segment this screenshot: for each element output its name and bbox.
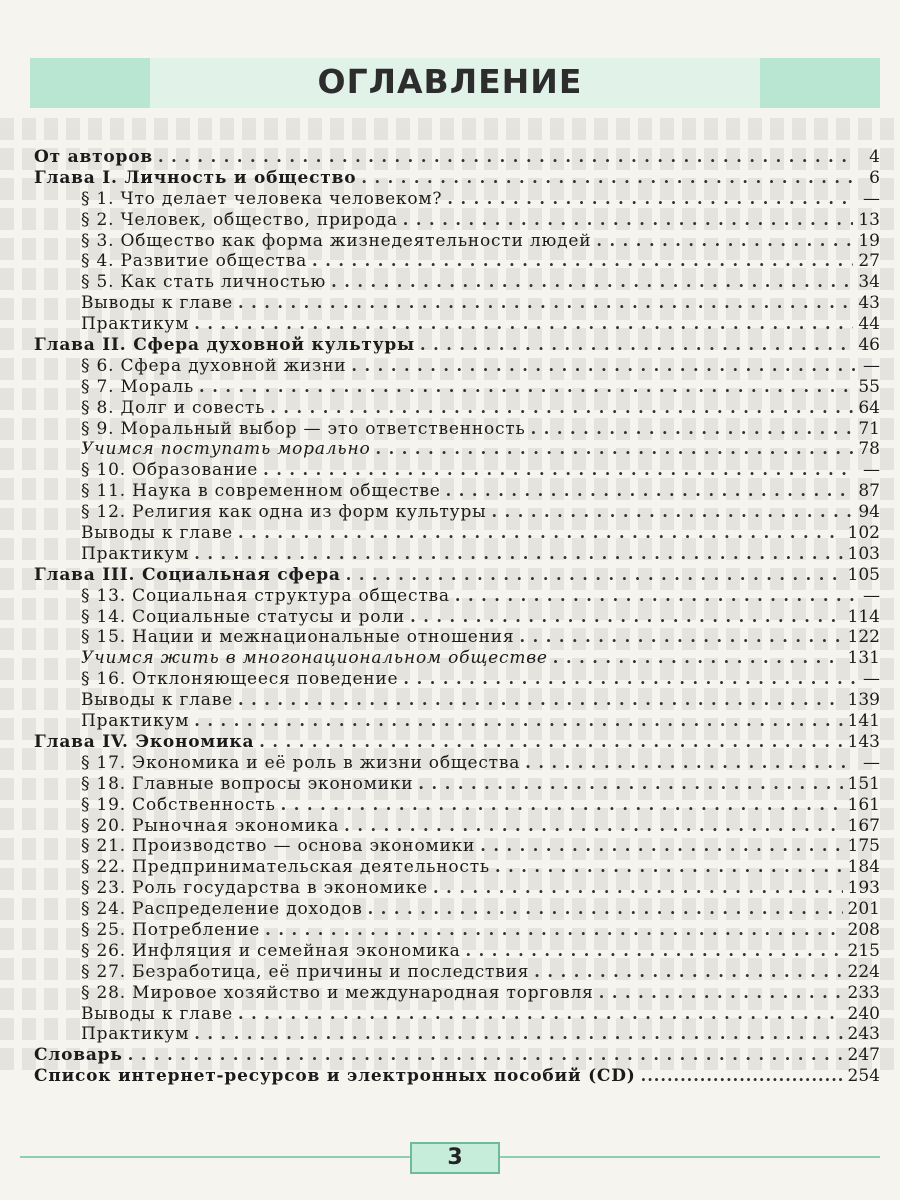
toc-entry[interactable] [34, 669, 880, 690]
toc-entry-label: Словарь [34, 1045, 123, 1066]
toc-entry-label: Практикум [81, 1024, 190, 1045]
toc-entry-label: § 6. Сфера духовной жизни [81, 355, 347, 376]
toc-entry-label: § 15. Нации и межнациональные отношения [81, 627, 515, 648]
toc-entry[interactable] [34, 189, 880, 210]
toc-entry[interactable] [34, 1066, 880, 1087]
toc-entry-label: § 12. Религия как одна из форм культуры [81, 502, 487, 523]
toc-entry-page: 167 [847, 815, 880, 836]
leader-dots [531, 419, 854, 439]
leader-dots [446, 481, 854, 501]
toc-entry[interactable] [34, 502, 880, 523]
toc-entry-page: 71 [858, 418, 880, 439]
leader-dots [238, 1004, 843, 1024]
leader-dots [433, 878, 843, 898]
toc-entry-label: Практикум [81, 543, 190, 564]
toc-entry-page: 201 [847, 899, 880, 920]
leader-dots [238, 690, 843, 710]
toc-entry-label: § 9. Моральный выбор — это ответственность [81, 418, 526, 439]
toc-entry-label: Глава III. Социальная сфера [34, 564, 341, 585]
toc-entry-label: § 26. Инфляция и семейная экономика [81, 940, 461, 961]
toc-entry-page: 243 [847, 1024, 880, 1045]
toc-entry-page: 139 [847, 690, 880, 711]
toc-entry-label: § 28. Мировое хозяйство и международная торговля [81, 982, 594, 1003]
toc-entry-label: § 10. Образование [81, 460, 259, 481]
toc-entry-page: — [863, 752, 880, 773]
toc-entry[interactable] [34, 648, 880, 669]
toc-entry-page: 94 [858, 502, 880, 523]
leader-dots [265, 920, 842, 940]
leader-dots [420, 335, 853, 355]
toc-entry-page: 27 [858, 251, 880, 272]
leader-dots [312, 251, 853, 271]
leader-dots [368, 899, 843, 919]
toc-entry-label: Выводы к главе [81, 1003, 233, 1024]
leader-dots [128, 1045, 843, 1065]
toc-entry[interactable] [34, 419, 880, 440]
leader-dots [259, 732, 842, 752]
toc-entry-page: 102 [847, 523, 880, 544]
toc-entry-page: 247 [847, 1045, 880, 1066]
toc-entry-label: § 14. Социальные статусы и роли [81, 606, 406, 627]
toc-entry-label: Учимся жить в многонациональном обществе [81, 648, 548, 669]
page-title: ОГЛАВЛЕНИЕ [317, 62, 583, 101]
leader-dots [410, 607, 842, 627]
toc-entry-label: Выводы к главе [81, 690, 233, 711]
toc-entry-page: 114 [847, 606, 880, 627]
toc-entry-page: 240 [847, 1003, 880, 1024]
toc-entry[interactable] [34, 941, 880, 962]
leader-dots [270, 398, 853, 418]
toc-entry[interactable] [34, 398, 880, 419]
toc-entry[interactable] [34, 878, 880, 899]
toc-entry-page: 175 [847, 836, 880, 857]
toc-entry-label: § 22. Предпринимательская деятельность [81, 857, 490, 878]
toc-entry[interactable] [34, 460, 880, 481]
leader-dots [158, 147, 855, 167]
toc-entry-page: 6 [869, 167, 880, 188]
toc-entry-page: 254 [847, 1066, 880, 1087]
toc-entry-label: § 13. Социальная структура общества [81, 585, 450, 606]
leader-dots [344, 816, 842, 836]
leader-dots [238, 523, 843, 543]
toc-entry-label: § 23. Роль государства в экономике [81, 878, 429, 899]
leader-dots [491, 502, 853, 522]
toc-entry-page: — [863, 188, 880, 209]
toc-entry-label: § 11. Наука в современном обществе [81, 481, 441, 502]
toc-entry-page: 46 [858, 335, 880, 356]
leader-dots [194, 314, 853, 334]
toc-entry[interactable] [34, 314, 880, 335]
leader-dots [331, 272, 853, 292]
toc-entry-page: 78 [858, 439, 880, 460]
toc-entry[interactable] [34, 147, 880, 168]
toc-entry[interactable] [34, 231, 880, 252]
leader-dots [361, 168, 855, 188]
toc-entry[interactable] [34, 1045, 880, 1066]
leader-dots [455, 586, 855, 606]
toc-entry[interactable] [34, 816, 880, 837]
leader-dots [194, 1024, 842, 1044]
leader-dots [418, 774, 842, 794]
toc-entry[interactable] [34, 1004, 880, 1025]
toc-entry-page: 143 [847, 731, 880, 752]
toc-entry-page: 215 [847, 940, 880, 961]
table-of-contents [34, 147, 880, 1087]
toc-chapter[interactable] [34, 732, 880, 753]
toc-entry-label: Глава I. Личность и общество [34, 167, 357, 188]
toc-entry[interactable] [34, 836, 880, 857]
toc-entry-label: § 3. Общество как форма жизнедеятельности людей [81, 230, 592, 251]
toc-entry-page: 105 [847, 564, 880, 585]
leader-dots [346, 565, 843, 585]
toc-entry-label: Практикум [81, 711, 190, 732]
toc-entry-label: Учимся поступать морально [81, 439, 371, 460]
toc-entry-page: 87 [858, 481, 880, 502]
toc-entry-label: Глава II. Сфера духовной культуры [34, 335, 415, 356]
toc-entry[interactable] [34, 523, 880, 544]
leader-dots [263, 460, 855, 480]
toc-entry[interactable] [34, 210, 880, 231]
toc-entry[interactable] [34, 690, 880, 711]
toc-entry[interactable] [34, 857, 880, 878]
leader-dots [480, 836, 842, 856]
toc-entry-page: 151 [847, 773, 880, 794]
leader-dots [495, 857, 843, 877]
toc-entry-page: 44 [858, 314, 880, 335]
toc-entry-page: 103 [847, 543, 880, 564]
leader-dots [194, 711, 842, 731]
leader-dots [553, 648, 843, 668]
toc-entry-label: § 4. Развитие общества [81, 251, 308, 272]
toc-entry[interactable] [34, 711, 880, 732]
leader-dots [403, 210, 854, 230]
toc-entry-page: 19 [858, 230, 880, 251]
toc-entry-page: 233 [847, 982, 880, 1003]
toc-entry-label: § 18. Главные вопросы экономики [81, 773, 414, 794]
page-number: 3 [410, 1142, 500, 1174]
toc-entry[interactable] [34, 607, 880, 628]
toc-entry-label: Выводы к главе [81, 293, 233, 314]
toc-chapter[interactable] [34, 168, 880, 189]
toc-entry-page: 193 [847, 878, 880, 899]
leader-dots [238, 293, 853, 313]
toc-entry-page: 43 [858, 293, 880, 314]
toc-entry-label: § 16. Отклоняющееся поведение [81, 669, 399, 690]
leader-dots [519, 627, 842, 647]
toc-entry[interactable] [34, 481, 880, 502]
toc-entry-label: От авторов [34, 147, 153, 167]
leader-dots [281, 795, 843, 815]
toc-entry-page: 55 [858, 376, 880, 397]
toc-entry[interactable] [34, 920, 880, 941]
toc-entry-page: 13 [858, 209, 880, 230]
toc-entry[interactable] [34, 899, 880, 920]
toc-entry-label: § 25. Потребление [81, 919, 261, 940]
toc-entry[interactable] [34, 627, 880, 648]
toc-entry[interactable] [34, 544, 880, 565]
toc-entry-page: — [863, 669, 880, 690]
toc-entry-label: Список интернет-ресурсов и электронных пособий (CD) [34, 1066, 636, 1087]
toc-entry-page: 122 [847, 627, 880, 648]
toc-entry-label: § 24. Распределение доходов [81, 899, 363, 920]
toc-entry-label: § 8. Долг и совесть [81, 397, 266, 418]
leader-dots [351, 356, 855, 376]
toc-entry-page: 34 [858, 272, 880, 293]
leader-dots [447, 189, 855, 209]
leader-dots [194, 544, 842, 564]
toc-entry-label: § 27. Безработица, её причины и последствия [81, 961, 530, 982]
leader-dots [599, 983, 843, 1003]
toc-entry-page: 4 [869, 147, 880, 167]
toc-entry[interactable] [34, 962, 880, 983]
leader-dots [199, 377, 853, 397]
toc-entry[interactable] [34, 774, 880, 795]
toc-entry-label: § 21. Производство — основа экономики [81, 836, 476, 857]
leader-dots [596, 231, 853, 251]
toc-entry-label: § 2. Человек, общество, природа [81, 209, 398, 230]
toc-chapter[interactable] [34, 335, 880, 356]
leader-dots [525, 753, 855, 773]
toc-entry-page: 131 [847, 648, 880, 669]
toc-entry[interactable] [34, 377, 880, 398]
toc-entry-page: 141 [847, 711, 880, 732]
leader-dots [376, 439, 854, 459]
toc-entry-label: § 20. Рыночная экономика [81, 815, 340, 836]
toc-entry-page: 184 [847, 857, 880, 878]
toc-entry-label: Выводы к главе [81, 523, 233, 544]
toc-entry-label: § 17. Экономика и её роль в жизни общества [81, 752, 521, 773]
toc-entry-page: — [863, 460, 880, 481]
toc-entry[interactable] [34, 293, 880, 314]
toc-entry[interactable] [34, 753, 880, 774]
toc-entry-label: Практикум [81, 314, 190, 335]
leader-dots [403, 669, 855, 689]
toc-entry[interactable] [34, 356, 880, 377]
toc-entry-label: § 19. Собственность [81, 794, 276, 815]
toc-entry[interactable] [34, 795, 880, 816]
toc-entry[interactable] [34, 251, 880, 272]
leader-dots [534, 962, 842, 982]
toc-entry[interactable] [34, 983, 880, 1004]
toc-entry-label: Глава IV. Экономика [34, 731, 255, 752]
toc-entry-label: § 5. Как стать личностью [81, 272, 327, 293]
toc-entry-page: 208 [847, 919, 880, 940]
toc-entry[interactable] [34, 586, 880, 607]
leader-dots [641, 1066, 843, 1086]
toc-chapter[interactable] [34, 565, 880, 586]
toc-entry[interactable] [34, 272, 880, 293]
toc-entry-page: 161 [847, 794, 880, 815]
toc-entry-label: § 1. Что делает человека человеком? [81, 188, 443, 209]
toc-entry-label: § 7. Мораль [81, 376, 195, 397]
leader-dots [466, 941, 843, 961]
toc-entry[interactable] [34, 1024, 880, 1045]
toc-entry[interactable] [34, 439, 880, 460]
toc-entry-page: 224 [847, 961, 880, 982]
toc-entry-page: — [863, 585, 880, 606]
toc-entry-page: — [863, 355, 880, 376]
toc-entry-page: 64 [858, 397, 880, 418]
